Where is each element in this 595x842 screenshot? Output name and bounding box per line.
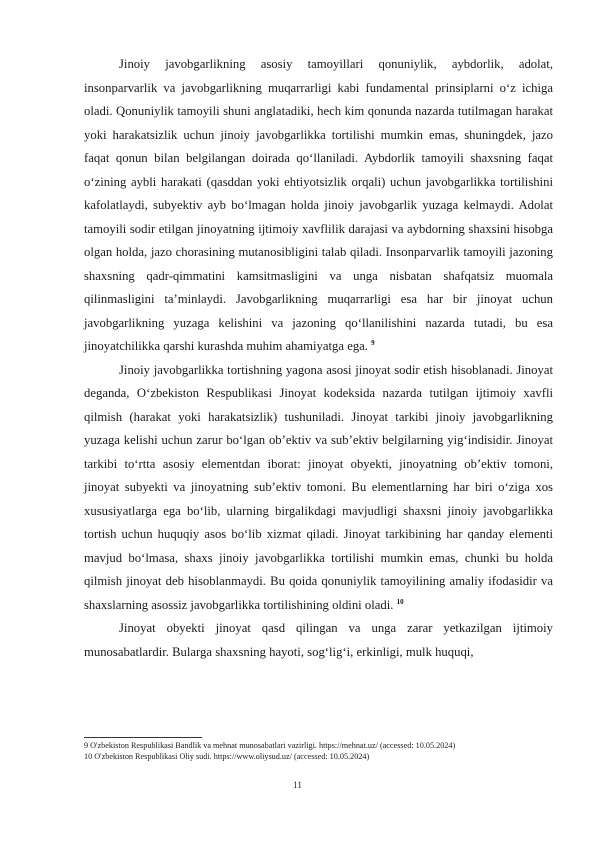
paragraph-principles [84,53,553,359]
footnote-separator [84,737,202,738]
footnote-10: 10 O'zbekiston Respublikasi Oliy sudi. https://www.oliysud.uz/ (accessed: 10.05.2024) [84,752,370,762]
footnotes [84,740,553,762]
paragraph-crime-object [84,617,553,664]
paragraph-text: Jinoiy javobgarlikka tortishning yagona asosi jinoyat sodir etish hisoblanadi. Jinoyat deganda, O‘zbekiston Respublikasi Jinoyat kodeksida nazarda tutilgan ijtimoiy xavfli qilmish (harakat yoki harakatsizlik) tushuniladi. Jinoyat tarkibi jinoiy javobgarlikning yuzaga kelishi uchun zarur bo‘lgan ob’ektiv va sub’ektiv belgilarning yig‘indisidir. Jinoyat tarkibi to‘rtta asosiy elementdan iborat: jinoyat obyekti, jinoyatning ob’ektiv tomoni, jinoyat subyekti va jinoyatning sub’ektiv tomoni. Bu elementlarning har biri o‘ziga xos xususiyatlarga ega bo‘lib, ularning birgalikdagi mavjudligi shaxsni jinoiy javobgarlikka tortish uchun huquqiy asos bo‘lib xizmat qiladi. Jinoyat tarkibining har qanday elementi mavjud bo‘lmasa, shaxs jinoiy javobgarlikka tortilishi mumkin emas, chunki bu holda qilmish jinoyat deb hisoblanmaydi. Bu qoida qonuniylik tamoyilining amaliy ifodasidir va shaxslarning asossiz javobgarlikka tortilishining oldini oladi. [84,362,553,612]
footnote-9: 9 O'zbekiston Respublikasi Bandlik va mehnat munosabatlari vazirligi. https://mehnat.uz/ (accessed: 10.05.2024) [84,741,456,750]
footnote-ref-9[interactable]: 9 [371,339,375,347]
paragraph-crime-composition [84,359,553,618]
page-number: 11 [293,780,302,790]
paragraph-text: Jinoiy javobgarlikning asosiy tamoyillari qonuniylik, aybdorlik, adolat, insonparvarlik va javobgarlikning muqarrarligi kabi fundamental prinsiplarni o‘z ichiga oladi. Qonuniylik tamoyili shuni anglatadiki, hech kim qonunda nazarda tutilmagan harakat yoki harakatsizlik uchun jinoiy javobgarlikka tortilishi mumkin emas, shuningdek, jazo faqat qonun bilan belgilangan doirada qo‘llaniladi. Aybdorlik tamoyili shaxsning faqat o‘zining aybli harakati (qasddan yoki ehtiyotsizlik orqali) uchun javobgarlikka tortilishini kafolatlaydi, subyektiv ayb bo‘lmagan holda jinoiy javobgarlik yuzaga kelmaydi. Adolat tamoyili sodir etilgan jinoyatning ijtimoiy xavflilik darajasi va aybdorning shaxsini hisobga olgan holda, jazo chorasining mutanosibligini talab qiladi. Insonparvarlik tamoyili jazoning shaxsning qadr-qimmatini kamsitmasligini va unga nisbatan shafqatsiz muomala qilinmasligini ta’minlaydi. Javobgarlikning muqarrarligi esa har bir jinoyat uchun javobgarlikning yuzaga kelishini va jazoning qo‘llanilishini nazarda tutadi, bu esa jinoyatchilikka qarshi kurashda muhim ahamiyatga ega. [84,57,553,353]
footnote-ref-10[interactable]: 10 [396,597,404,606]
paragraph-text: Jinoyat obyekti jinoyat qasd qilingan va unga zarar yetkazilgan ijtimoiy munosabatlardir. Bularga shaxsning hayoti, sog‘lig‘i, erkinligi, mulk huquqi, [84,621,553,659]
main-text [84,53,553,664]
